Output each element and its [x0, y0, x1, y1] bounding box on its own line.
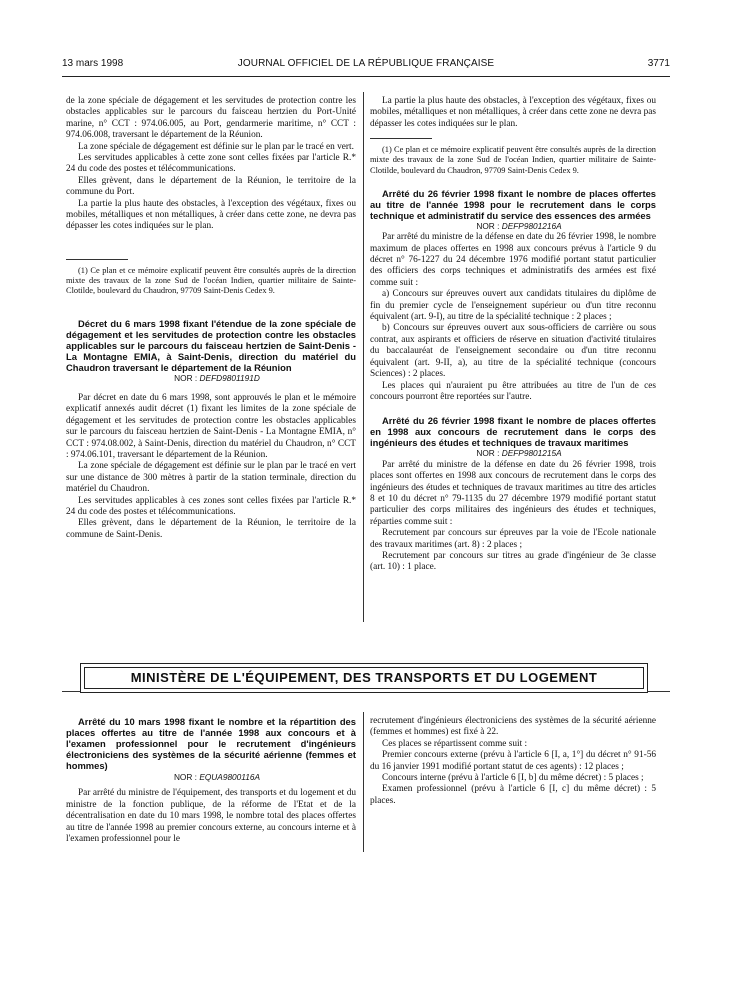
left-column-lower	[66, 716, 356, 845]
nor-code: DEFD9801191D	[199, 373, 260, 384]
footnote: (1) Ce plan et ce mémoire explicatif peuvent être consultés auprès de la direction mixte des travaux de la zone Sud de l'océan Indien, quartier militaire de Sainte-Clotilde, boulevard du Chaudron, 97709 Saint-Denis Cedex 9.	[370, 145, 656, 175]
right-paragraph: La partie la plus haute des obstacles, à l'exception des végétaux, fixes ou mobiles, métalliques et non métalliques, à créer dans cette zone ne devra pas dépasser les cotes indiquées sur le plan.	[370, 96, 656, 129]
arrete-title: Arrêté du 10 mars 1998 fixant le nombre et la répartition des places offertes au titre de l'année 1998 aux concours et à l'examen professionnel pour le recrutement d'ingénieurs électroniciens des systèmes de la sécurité aérienne (femmes et hommes)	[66, 716, 356, 771]
nor-reference	[66, 373, 356, 384]
left-column-upper	[66, 96, 356, 541]
arrete-title: Arrêté du 26 février 1998 fixant le nombre de places offertes en 1998 aux concours de recrutement dans le corps des ingénieurs des études et techniques de travaux maritimes	[370, 415, 656, 449]
nor-reference	[66, 772, 356, 783]
arrete-paragraph: Examen professionnel (prévu à l'article 6 [I, c] du même décret) : 5 places.	[370, 784, 656, 806]
decree-paragraph: Par décret en date du 6 mars 1998, sont approuvés le plan et le mémoire explicatif annexés audit décret (1) fixant les limites de la zone spéciale de dégagement et les servitudes de protection contre les obstacles applicables sur le parcours du faisceau hertzien de Saint-Denis - La Montagne EMIA, n° CCT : 974.08.002, à Saint-Denis, direction du matériel du Chaudron, n° CCT : 974.06.101, traversant le département de la Réunion.	[66, 392, 356, 460]
arrete-paragraph: Recrutement par concours sur épreuves par la voie de l'Ecole nationale des travaux maritimes (art. 8) : 2 places ;	[370, 528, 656, 550]
decree-paragraph: La zone spéciale de dégagement est définie sur le plan par le tracé en vert sur une distance de 300 mètres à partir de la station terminale, direction du matériel du Chaudron.	[66, 461, 356, 495]
arrete-paragraph: Par arrêté du ministre de l'équipement, des transports et du logement et du ministre de la fonction publique, de la réforme de l'Etat et de la décentralisation en date du 10 mars 1998, le nombre total des places offertes au titre de l'année 1998 au premier concours externe, au concours interne et à l'examen professionnel pour le	[66, 788, 356, 845]
arrete-title: Arrêté du 26 février 1998 fixant le nombre de places offertes au titre de l'année 1998 pour le recrutement dans le corps technique et administratif du service des essences des armées	[370, 187, 656, 221]
left-paragraph: Elles grèvent, dans le département de la Réunion, le territoire de la commune du Port.	[66, 175, 356, 198]
nor-label: NOR :	[173, 772, 197, 782]
nor-reference	[370, 448, 656, 459]
arrete-paragraph: a) Concours sur épreuves ouvert aux candidats titulaires du diplôme de fin du premier cycle de l'enseignement supérieur ou d'un titre reconnu équivalent (art. 9-I), au titre de la spécialité technique : 2 places ;	[370, 289, 656, 323]
ministry-heading: MINISTÈRE DE L'ÉQUIPEMENT, DES TRANSPORTS ET DU LOGEMENT	[84, 667, 644, 689]
running-header	[62, 58, 670, 74]
decree-paragraph: Elles grèvent, dans le département de la Réunion, le territoire de la commune de Saint-Denis.	[66, 518, 356, 540]
nor-label: NOR :	[476, 448, 500, 459]
decree-title: Décret du 6 mars 1998 fixant l'étendue de la zone spéciale de dégagement et les servitudes de protection contre les obstacles applicables sur le parcours du faisceau hertzien de Saint-Denis - La Montagne EMIA, à Saint-Denis, direction du matériel du Chaudron traversant le département de la Réunion	[66, 318, 356, 374]
ministry-heading-box	[80, 663, 648, 693]
arrete-paragraph: Concours interne (prévu à l'article 6 [I, b] du même décret) : 5 places ;	[382, 773, 644, 784]
footnote-rule	[370, 138, 432, 139]
column-rule-upper	[363, 92, 364, 622]
arrete-paragraph: Recrutement par concours sur titres au grade d'ingénieur de 3e classe (art. 10) : 1 place.	[370, 550, 656, 573]
header-date: 13 mars 1998	[62, 58, 124, 69]
nor-code: DEFP9801215A	[501, 448, 562, 459]
footnote-rule	[66, 259, 128, 260]
left-paragraph: La zone spéciale de dégagement est définie sur le plan par le tracé en vert.	[78, 141, 354, 152]
arrete-paragraph: Ces places se répartissent comme suit :	[382, 738, 528, 749]
arrete-paragraph: b) Concours sur épreuves ouvert aux sous-officiers de carrière ou sous contrat, aux aspirants et officiers de réserve en situation d'activité titulaires du baccalauréat de l'enseignement secondaire ou d'un titre reconnu équivalent (art. 9-II, a), au titre de la spécialité technique (concours Sciences) : 2 places.	[370, 323, 656, 380]
ministry-rule-right	[647, 691, 670, 692]
journal-title: JOURNAL OFFICIEL DE LA RÉPUBLIQUE FRANÇAISE	[237, 58, 495, 69]
arrete-paragraph: recrutement d'ingénieurs électroniciens des systèmes de la sécurité aérienne (femmes et hommes) est fixé à 22.	[370, 716, 656, 738]
page-number: 3771	[647, 58, 670, 69]
ministry-rule-left	[62, 691, 80, 692]
nor-label: NOR :	[174, 373, 198, 384]
left-paragraph: de la zone spéciale de dégagement et les servitudes de protection contre les obstacles applicables sur le parcours du faisceau hertzien du Port-Unité marine, n° CCT : 974.06.005, au Port, gendarmerie maritime, n° CCT : 974.06.008, traversant le département de la Réunion.	[66, 96, 356, 141]
column-rule-lower	[363, 712, 364, 852]
arrete-paragraph: Par arrêté du ministre de la défense en date du 26 février 1998, trois places sont offertes en 1998 aux concours de recrutement dans le corps des ingénieurs des études et techniques de travaux maritimes au titre des articles 8 et 10 du décret n° 79-1135 du 27 décembre 1979 modifié portant statut particulier des corps militaires des ingénieurs des études et techniques, réparties comme suit :	[370, 459, 656, 527]
arrete-paragraph: Premier concours externe (prévu à l'article 6 [I, a, 1°] du décret n° 91-56 du 16 janvier 1991 modifié portant statut de ces agents) : 12 places ;	[370, 750, 656, 772]
nor-label: NOR :	[476, 220, 500, 231]
arrete-paragraph: Les places qui n'auraient pu être attribuées au titre de l'un de ces concours pourront être reportées sur l'autre.	[370, 380, 656, 402]
arrete-paragraph: Par arrêté du ministre de la défense en date du 26 février 1998, le nombre maximum de places offertes en 1998 aux concours prévus à l'article 9 du décret n° 76-1227 du 24 décembre 1976 modifié portant statut particulier des officiers des corps techniques et administratifs des armées est fixé comme suit :	[370, 232, 656, 288]
nor-code: EQUA9800116A	[199, 772, 261, 782]
right-column-upper	[370, 96, 656, 574]
right-column-lower	[370, 716, 656, 807]
header-rule	[62, 76, 670, 77]
decree-paragraph: Les servitudes applicables à ces zones sont celles fixées par l'article R.* 24 du code des postes et télécommunications.	[66, 495, 356, 517]
nor-code: DEFP9801216A	[501, 220, 562, 231]
left-paragraph: La partie la plus haute des obstacles, à l'exception des végétaux, fixes ou mobiles, métalliques et non métalliques, à créer dans cette zone, ne devra pas dépasser les cotes indiquées sur le plan.	[66, 198, 356, 232]
nor-reference	[370, 221, 656, 232]
left-paragraph: Les servitudes applicables à cette zone sont celles fixées par l'article R.* 24 du code des postes et télécommunications.	[66, 153, 356, 175]
footnote: (1) Ce plan et ce mémoire explicatif peuvent être consultés auprès de la direction mixte des travaux de la zone Sud de l'océan Indien, quartier militaire de Sainte-Clotilde, boulevard du Chaudron, 97709 Saint-Denis Cedex 9.	[66, 265, 356, 296]
